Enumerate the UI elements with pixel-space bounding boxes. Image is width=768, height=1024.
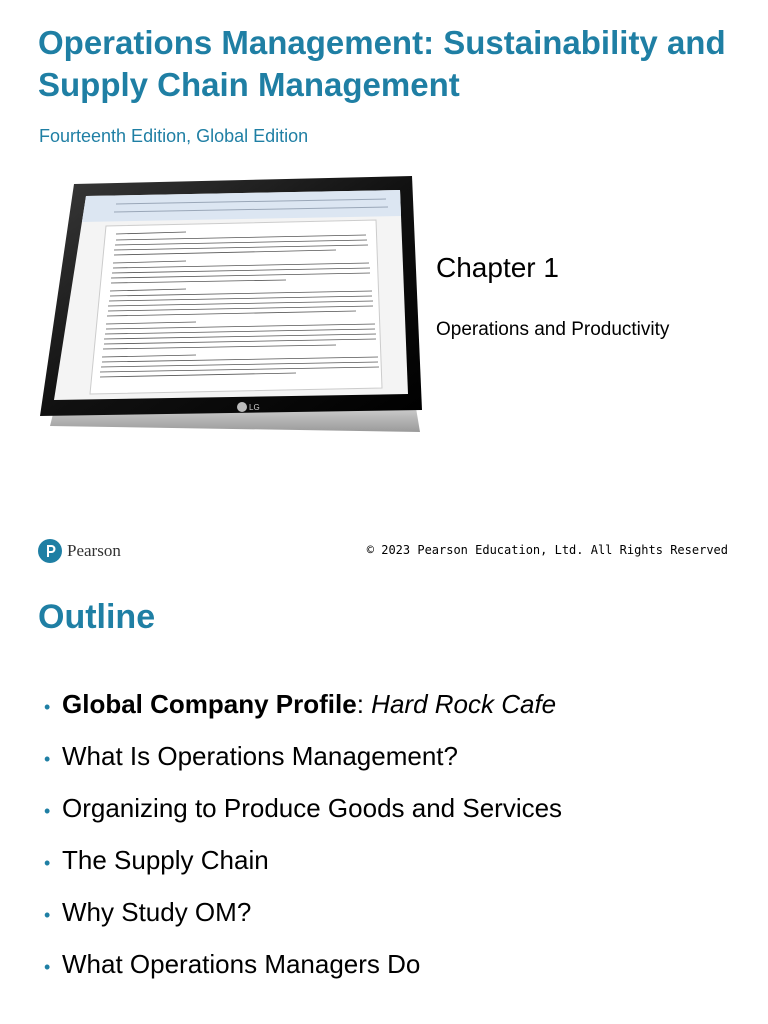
- pearson-logo-text: Pearson: [67, 541, 121, 560]
- edition-subtitle: Fourteenth Edition, Global Edition: [39, 126, 309, 146]
- monitor-brand: LG: [249, 403, 260, 412]
- bullet-icon: •: [44, 749, 51, 769]
- bullet-icon: •: [44, 697, 51, 717]
- outline-item-text: Organizing to Produce Goods and Services: [62, 793, 563, 823]
- outline-item: [44, 678, 562, 730]
- outline-item: [44, 938, 562, 990]
- book-title: Operations Management: Sustainability and Supply Chain Management: [38, 24, 726, 103]
- bullet-icon: •: [44, 801, 51, 821]
- monitor-image: [36, 170, 426, 440]
- bullet-icon: •: [44, 905, 51, 925]
- outline-title: Outline: [38, 598, 156, 636]
- outline-item-italic: Hard Rock Cafe: [371, 689, 557, 719]
- outline-item-bold: Global Company Profile: [62, 689, 357, 719]
- outline-item-separator: :: [356, 689, 372, 719]
- monitor-illustration: [36, 170, 426, 440]
- outline-item: [44, 886, 562, 938]
- outline-slide: [0, 580, 768, 1024]
- bullet-icon: •: [44, 853, 51, 873]
- outline-item: [44, 834, 562, 886]
- outline-list: [44, 678, 562, 990]
- outline-item-text: The Supply Chain: [62, 845, 269, 875]
- chapter-title: Operations and Productivity: [436, 319, 670, 340]
- chapter-label: Chapter 1: [436, 252, 559, 283]
- bullet-icon: •: [44, 957, 51, 977]
- outline-item-text: What Operations Managers Do: [62, 949, 421, 979]
- pearson-logo: [38, 539, 121, 563]
- outline-item: [44, 730, 562, 782]
- copyright-notice: © 2023 Pearson Education, Ltd. All Rights Reserved: [366, 543, 728, 557]
- outline-item-text: What Is Operations Management?: [62, 741, 458, 771]
- outline-item: [44, 782, 562, 834]
- lg-logo-icon: [237, 402, 247, 412]
- outline-item-text: Why Study OM?: [62, 897, 252, 927]
- pearson-p-icon: [38, 539, 62, 563]
